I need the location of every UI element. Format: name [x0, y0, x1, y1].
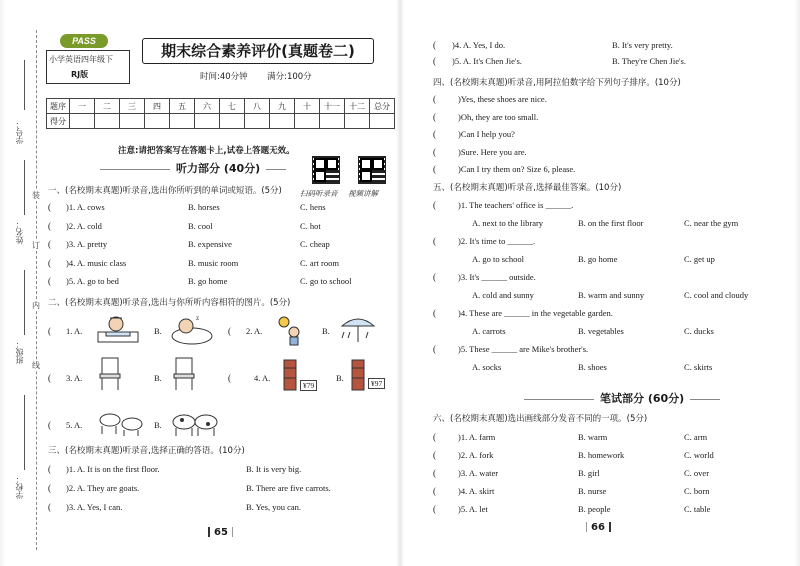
answer-paren: (	[228, 326, 231, 336]
score-table-header-cell: 十一	[320, 99, 345, 114]
option-b: B. Yes, you can.	[246, 502, 302, 512]
option-b: B. go home	[578, 254, 618, 264]
writing-section-title	[518, 390, 726, 406]
part2-q5-b-label: B.	[154, 420, 162, 430]
listening-section-title	[94, 160, 292, 176]
option-a: A. go to school	[472, 254, 524, 264]
option-a: )5. A. It's Chen Jie's.	[452, 56, 522, 66]
option-a: )5. A. let	[458, 504, 488, 514]
option-c: C. art room	[300, 257, 339, 268]
score-table-header-cell: 十	[295, 99, 320, 114]
option-a: )2. A. fork	[458, 450, 494, 460]
answer-paren[interactable]: (	[433, 164, 436, 174]
part3-heading: 三、(名校期末真题)听录音,选择正确的答语。(10分)	[48, 446, 245, 456]
score-input-cell[interactable]	[270, 114, 295, 129]
part2-q4-a-label: 4. A.	[254, 373, 271, 383]
answer-paren[interactable]: (	[433, 129, 436, 139]
answer-paren[interactable]: (	[433, 432, 436, 442]
sick-boy-in-bed-picture	[96, 312, 140, 346]
option-c: C. go to school	[300, 276, 352, 286]
score-table-header-cell: 四	[145, 99, 170, 114]
score-table-row	[47, 114, 395, 129]
option-b: B. shoes	[578, 362, 607, 372]
option-b: B. They're Chen Jie's.	[612, 56, 686, 66]
score-table-header-cell: 题序	[47, 99, 70, 114]
part2-q4-b-label: B.	[336, 373, 344, 383]
part2-q2-b-label: B.	[322, 326, 330, 336]
option-a: )4. A. skirt	[458, 486, 495, 496]
qr-code-audio[interactable]	[312, 156, 340, 184]
page-number-left	[204, 527, 237, 538]
answer-paren[interactable]: (	[433, 486, 436, 496]
part4-heading: 四、(名校期末真题)听录音,用阿拉伯数字给下列句子排序。(10分)	[433, 78, 681, 88]
option-b: B. girl	[578, 468, 600, 478]
sidebar-name-label: 姓名：	[15, 220, 24, 244]
binding-mark: 装	[32, 191, 40, 200]
score-input-cell[interactable]	[370, 114, 395, 129]
answer-paren[interactable]: (	[433, 450, 436, 460]
option-a: )1. A. farm	[458, 432, 496, 442]
exam-meta	[200, 70, 312, 82]
svg-text:z: z	[196, 314, 200, 322]
option-c: C. table	[684, 504, 711, 514]
option-c: C. cool and cloudy	[684, 290, 749, 300]
option-b: B. nurse	[578, 486, 607, 496]
option-c: C. get up	[684, 254, 715, 264]
option-b: B. It is very big.	[246, 464, 302, 474]
sidebar-student-id-label: 学号：	[15, 120, 24, 144]
option-a: A. carrots	[472, 326, 506, 336]
score-input-cell[interactable]	[220, 114, 245, 129]
score-table-header-cell: 六	[195, 99, 220, 114]
question-text: )4. These are ______ in the vegetable garden.	[458, 308, 613, 318]
score-table-header-cell: 十二	[345, 99, 370, 114]
sentence: )Oh, they are too small.	[458, 111, 539, 122]
answer-paren[interactable]: (	[433, 146, 436, 157]
option-b: B. music room	[188, 257, 239, 268]
answer-paren: (	[48, 373, 51, 383]
option-b: B. It's very pretty.	[612, 40, 673, 50]
option-a: )3. A. Yes, I can.	[66, 502, 123, 512]
answer-paren[interactable]: (	[433, 344, 436, 354]
answer-paren[interactable]: (	[433, 272, 436, 282]
option-c: C. ducks	[684, 326, 714, 336]
score-table-header-cell: 三	[120, 99, 145, 114]
option-b: B. warm and sunny	[578, 290, 645, 300]
notice-text: 注意:请把答案写在答题卡上,试卷上答题无效。	[118, 146, 295, 156]
option-a: )1. A. It is on the first floor.	[66, 464, 160, 474]
page-number-text: 65	[214, 527, 228, 538]
edition-label: RJ版	[71, 70, 89, 79]
price-tag: ¥79	[300, 380, 317, 391]
answer-paren[interactable]: (	[433, 200, 436, 210]
option-a: )2. A. They are goats.	[66, 483, 140, 493]
sidebar-school-label: 学校：	[15, 475, 24, 499]
option-b: B. on the first floor	[578, 218, 644, 228]
qr-code-video[interactable]	[358, 156, 386, 184]
option-b: B. people	[578, 504, 611, 514]
answer-paren[interactable]: (	[48, 464, 51, 474]
answer-paren[interactable]: (	[433, 236, 436, 246]
option-a: )3. A. pretty	[66, 239, 108, 249]
option-b: B. expensive	[188, 239, 232, 249]
answer-paren[interactable]: (	[433, 111, 436, 122]
answer-paren[interactable]: (	[48, 220, 51, 231]
answer-paren[interactable]: (	[48, 502, 51, 512]
score-table-header-cell: 二	[95, 99, 120, 114]
option-a: )2. A. cold	[66, 220, 102, 231]
score-table	[46, 98, 395, 129]
option-c: C. world	[684, 450, 714, 460]
scarf-picture	[348, 358, 368, 392]
score-input-cell[interactable]	[95, 114, 120, 129]
scarf-picture	[280, 358, 300, 392]
question-text: )1. The teachers' office is ______.	[458, 200, 574, 210]
score-input-cell[interactable]	[195, 114, 220, 129]
score-table-header	[47, 99, 395, 114]
rainy-person-picture	[338, 312, 378, 346]
score-table-header-cell: 八	[245, 99, 270, 114]
score-table-header-cell: 五	[170, 99, 195, 114]
option-a: A. next to the library	[472, 218, 544, 228]
option-b: B. horses	[188, 202, 220, 212]
answer-paren[interactable]: (	[433, 504, 436, 514]
sentence: )Can I try them on? Size 6, please.	[458, 164, 576, 174]
page-number-text: 66	[591, 522, 605, 533]
option-a: )5. A. go to bed	[66, 276, 119, 286]
grade-info-box	[46, 50, 130, 84]
sun-person-picture	[272, 312, 306, 346]
option-b: B. There are five carrots.	[246, 483, 331, 493]
option-b: B. homework	[578, 450, 625, 460]
grade-label: 小学英语四年级下	[49, 55, 113, 64]
answer-line	[24, 60, 25, 110]
answer-paren[interactable]: (	[433, 56, 436, 66]
score-input-cell[interactable]	[245, 114, 270, 129]
score-input-cell[interactable]	[120, 114, 145, 129]
chair-picture	[170, 356, 198, 392]
option-c: C. near the gym	[684, 218, 739, 228]
part5-heading: 五、(名校期末真题)听录音,选择最佳答案。(10分)	[433, 183, 622, 193]
part2-q1-a-label: 1. A.	[66, 326, 83, 336]
part2-q2-a-label: 2. A.	[246, 326, 263, 336]
cows-picture	[170, 404, 220, 438]
time-label: 时间:40分钟	[200, 72, 248, 82]
binding-mark: 内	[32, 301, 40, 310]
sidebar-class-label: 班级：	[15, 340, 24, 364]
score-input-cell[interactable]	[345, 114, 370, 129]
answer-paren[interactable]: (	[433, 308, 436, 318]
score-input-cell[interactable]	[145, 114, 170, 129]
option-b: B. cool	[188, 220, 213, 231]
score-table-header-cell: 七	[220, 99, 245, 114]
answer-line	[24, 160, 25, 215]
sentence: )Can I help you?	[458, 129, 515, 139]
part2-q1-b-label: B.	[154, 326, 162, 336]
answer-paren: (	[48, 326, 51, 336]
part2-q3-b-label: B.	[154, 373, 162, 383]
question-text: )3. It's ______ outside.	[458, 272, 536, 282]
question-text: )5. These ______ are Mike's brother's.	[458, 344, 589, 354]
listening-title-text: 听力部分 (40分)	[176, 162, 261, 175]
option-a: )4. A. music class	[66, 257, 127, 268]
option-b: B. go home	[188, 276, 228, 286]
option-c: C. born	[684, 486, 710, 496]
horses-picture	[96, 404, 146, 438]
writing-title-text: 笔试部分 (60分)	[600, 392, 685, 405]
exam-title: 期末综合素养评价(真题卷二)	[142, 38, 374, 64]
answer-line	[24, 395, 25, 470]
score-input-cell[interactable]	[320, 114, 345, 129]
option-b: B. vegetables	[578, 326, 624, 336]
qr-audio-label: 扫码听录音	[300, 189, 338, 198]
option-a: A. socks	[472, 362, 502, 372]
answer-paren[interactable]: (	[48, 239, 51, 249]
pass-logo: PASS	[60, 34, 108, 48]
chair-picture	[96, 356, 124, 392]
score-table-header-cell: 总分	[370, 99, 395, 114]
qr-video-label: 视频讲解	[348, 189, 378, 198]
score-table-header-cell: 九	[270, 99, 295, 114]
option-c: C. cheap	[300, 239, 330, 249]
score-table-header-cell: 一	[70, 99, 95, 114]
option-a: )3. A. water	[458, 468, 499, 478]
option-c: C. hens	[300, 202, 326, 212]
answer-paren: (	[48, 420, 51, 430]
answer-paren[interactable]: (	[433, 468, 436, 478]
part1-heading: 一、(名校期末真题)听录音,选出你所听到的单词或短语。(5分)	[48, 186, 282, 196]
binding-line	[36, 30, 37, 550]
option-c: C. skirts	[684, 362, 713, 372]
answer-paren[interactable]: (	[48, 257, 51, 268]
answer-paren[interactable]: (	[48, 483, 51, 493]
part6-heading: 六、(名校期末真题)选出画线部分发音不同的一项。(5分)	[433, 414, 648, 424]
answer-paren[interactable]: (	[48, 202, 51, 212]
score-input-cell[interactable]	[170, 114, 195, 129]
binding-mark: 订	[32, 241, 40, 250]
option-b: B. warm	[578, 432, 608, 442]
option-c: C. hot	[300, 220, 321, 231]
page-number-right	[582, 522, 615, 533]
option-a: )4. A. Yes, I do.	[452, 40, 506, 50]
score-input-cell[interactable]	[70, 114, 95, 129]
sentence: )Sure. Here you are.	[458, 146, 527, 157]
price-tag: ¥97	[368, 378, 385, 389]
answer-paren: (	[228, 373, 231, 383]
score-input-cell[interactable]	[295, 114, 320, 129]
score-row-label: 得分	[47, 114, 70, 129]
answer-paren[interactable]: (	[433, 40, 436, 50]
answer-line	[24, 270, 25, 335]
answer-paren[interactable]: (	[48, 276, 51, 286]
option-c: C. over	[684, 468, 710, 478]
answer-paren[interactable]: (	[433, 94, 436, 104]
option-a: )1. A. cows	[66, 202, 105, 212]
question-text: )2. It's time to ______.	[458, 236, 536, 246]
score-label: 满分:100分	[267, 72, 312, 82]
part2-q5-a-label: 5. A.	[66, 420, 83, 430]
sleeping-boy-picture	[170, 310, 214, 346]
part2-heading: 二、(名校期末真题)听录音,选出与你所听内容相符的图片。(5分)	[48, 298, 291, 308]
binding-mark: 线	[32, 361, 40, 370]
option-a: A. cold and sunny	[472, 290, 534, 300]
sentence: )Yes, these shoes are nice.	[458, 94, 547, 104]
part2-q3-a-label: 3. A.	[66, 373, 83, 383]
option-c: C. arm	[684, 432, 708, 442]
